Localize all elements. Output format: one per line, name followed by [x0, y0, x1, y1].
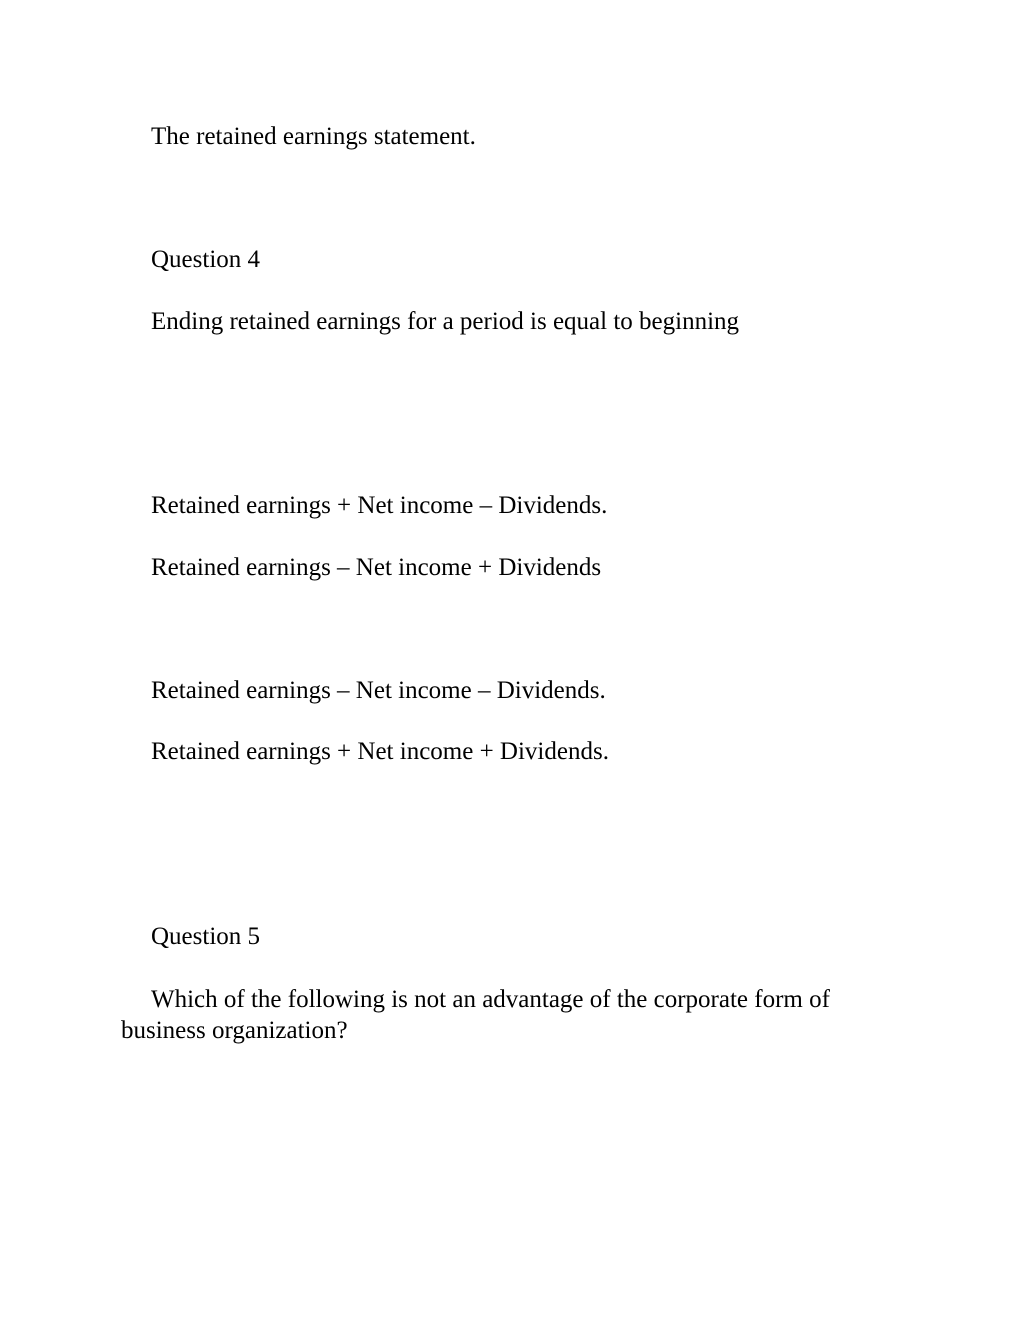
question-5-prompt: Which of the following is not an advantage of the corporate form of business organization? [121, 986, 830, 1044]
question-4-option-a: Retained earnings + Net income – Dividends. [151, 492, 608, 519]
question-5-heading: Question 5 [151, 923, 261, 950]
question-4-prompt: Ending retained earnings for a period is equal to beginning [151, 308, 740, 335]
question-4-option-b: Retained earnings – Net income + Dividends [151, 554, 602, 581]
question-4-heading: Question 4 [151, 246, 261, 273]
question-4-option-c: Retained earnings – Net income – Dividends. [151, 677, 606, 704]
previous-answer-text: The retained earnings statement. [151, 123, 476, 150]
question-4-option-d: Retained earnings + Net income + Dividends. [151, 738, 609, 765]
